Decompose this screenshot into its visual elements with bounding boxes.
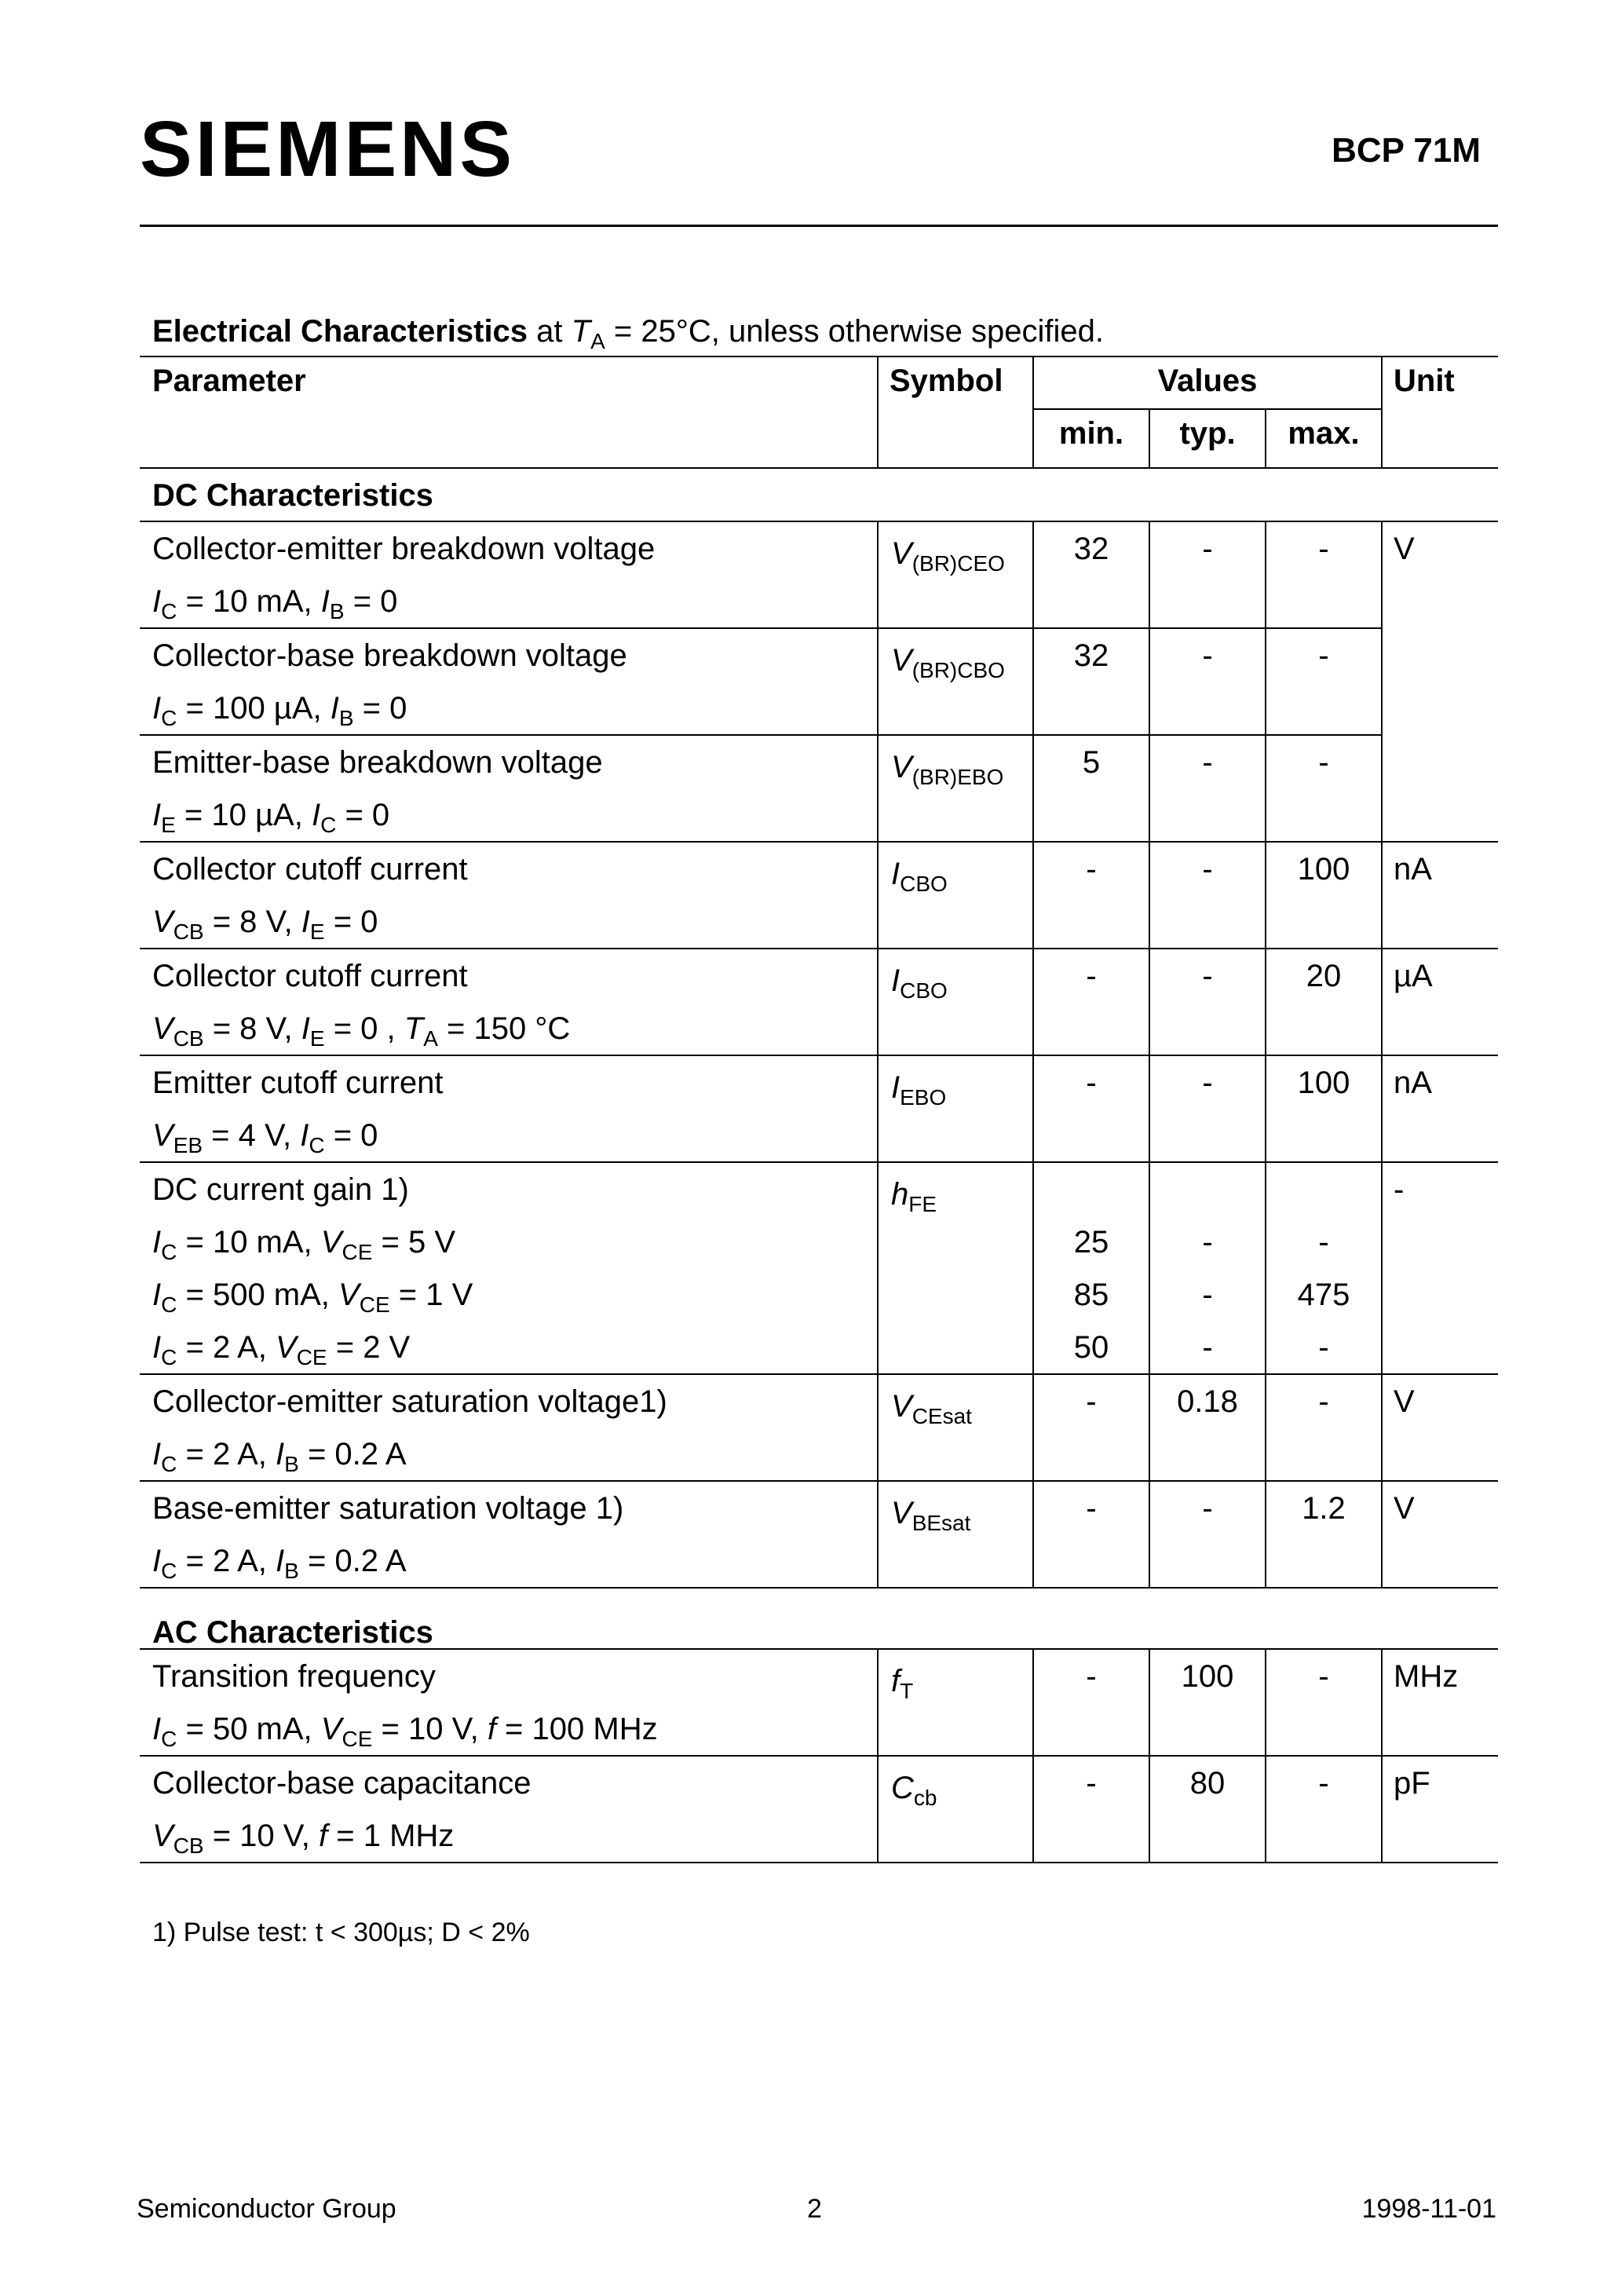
value-min: - [1086, 1491, 1097, 1526]
value-max: - [1318, 1225, 1329, 1260]
param-name: Base-emitter saturation voltage 1) [152, 1491, 624, 1526]
value-unit: pF [1394, 1766, 1430, 1801]
value-min: 85 [1073, 1278, 1109, 1312]
param-condition: $I_E = 10$ µA, $I_C = 0$ [152, 798, 390, 837]
value-max: - [1318, 745, 1329, 780]
value-max: - [1318, 1659, 1329, 1694]
symbol-cell: $I_{EBO}$ [878, 1055, 1033, 1162]
value-typ: - [1202, 1330, 1213, 1365]
symbol-cell: $V_{(BR)CEO}$ [878, 521, 1033, 628]
value-unit: µA [1394, 959, 1433, 993]
param-name: Collector cutoff current [152, 852, 468, 887]
param-condition: $I_C = 100$ µA, $I_B = 0$ [152, 691, 407, 730]
value-unit: nA [1394, 852, 1432, 887]
value-unit: MHz [1394, 1659, 1459, 1694]
table-row [140, 1055, 1498, 1162]
footer-company: Semiconductor Group [137, 2194, 396, 2224]
param-name: Transition frequency [152, 1659, 436, 1694]
symbol-cell: $f_T$ [878, 1649, 1033, 1756]
symbol-cell: $I_{CBO}$ [878, 842, 1033, 949]
param-condition: $I_C = 10$ mA, $V_{CE} = 5$ V [152, 1225, 455, 1264]
header-typ: typ. [1149, 409, 1266, 468]
header-values: Values [1033, 356, 1382, 409]
value-typ: - [1202, 1225, 1213, 1260]
param-condition: $I_C = 2$ A, $I_B = 0.2$ A [152, 1437, 407, 1476]
value-max: - [1318, 532, 1329, 566]
param-condition: $I_C = 10$ mA, $I_B = 0$ [152, 584, 398, 623]
param-name: Collector-base breakdown voltage [152, 638, 627, 673]
value-max: 1.2 [1302, 1491, 1346, 1526]
param-name: Emitter-base breakdown voltage [152, 745, 603, 780]
header-rule [140, 225, 1498, 227]
characteristics-table [140, 356, 1498, 1863]
value-max: 100 [1297, 1066, 1350, 1100]
header-parameter: Parameter [140, 356, 878, 468]
value-max: - [1318, 638, 1329, 673]
table-row [140, 1649, 1498, 1756]
value-typ: - [1202, 638, 1213, 673]
table-row [140, 949, 1498, 1055]
table-header-row [140, 356, 1498, 409]
siemens-logo: SIEMENS [140, 105, 516, 193]
value-min: 32 [1073, 532, 1109, 566]
table-row [140, 1481, 1498, 1588]
value-min: - [1086, 1659, 1097, 1694]
param-name: Collector-emitter breakdown voltage [152, 532, 656, 566]
symbol-cell: $h_{FE}$ [878, 1162, 1033, 1374]
param-condition: $I_C = 50$ mA, $V_{CE} = 10$ V, f = 100 MHz [152, 1712, 658, 1751]
value-typ: - [1202, 1066, 1213, 1100]
value-min: - [1086, 1766, 1097, 1801]
value-min: 50 [1073, 1330, 1109, 1365]
value-typ: - [1202, 1278, 1213, 1312]
param-condition: $I_C = 500$ mA, $V_{CE} = 1$ V [152, 1278, 473, 1317]
table-row [140, 1162, 1498, 1374]
value-typ: 80 [1189, 1766, 1226, 1801]
part-number: BCP 71M [1332, 131, 1481, 170]
value-min: 25 [1073, 1225, 1109, 1260]
footer-date: 1998-11-01 [1361, 2194, 1496, 2224]
param-condition: $V_{CB} = 8$ V, $I_E = 0$ , $T_A = 150$ °C [152, 1011, 571, 1051]
value-unit: V [1394, 1491, 1415, 1526]
table-row [140, 842, 1498, 949]
symbol-cell: $V_{CEsat}$ [878, 1374, 1033, 1481]
value-unit: V [1394, 532, 1415, 566]
value-unit: nA [1394, 1066, 1432, 1100]
param-condition: $I_C = 2$ A, $I_B = 0.2$ A [152, 1544, 407, 1583]
param-name: Emitter cutoff current [152, 1066, 444, 1100]
param-condition: $V_{EB} = 4$ V, $I_C = 0$ [152, 1118, 378, 1157]
value-max: 20 [1306, 959, 1342, 993]
value-max: 475 [1297, 1278, 1350, 1312]
value-max: - [1318, 1766, 1329, 1801]
value-typ: - [1202, 532, 1213, 566]
value-max: - [1318, 1330, 1329, 1365]
header-symbol: Symbol [878, 356, 1033, 468]
footnote: 1) Pulse test: t < 300µs; D < 2% [152, 1918, 530, 1947]
section-row-ac [140, 1588, 1498, 1649]
param-name: Collector-emitter saturation voltage1) [152, 1384, 667, 1419]
value-max: - [1318, 1384, 1329, 1419]
table-row [140, 521, 1498, 628]
param-condition: $V_{CB} = 10$ V, f = 1 MHz [152, 1819, 455, 1858]
value-min: - [1086, 1066, 1097, 1100]
value-typ: 0.18 [1177, 1384, 1238, 1419]
param-condition: $I_C = 2$ A, $V_{CE} = 2$ V [152, 1330, 411, 1369]
header-max: max. [1266, 409, 1382, 468]
value-unit: - [1394, 1172, 1405, 1207]
dc-section-title: DC Characteristics [140, 468, 1498, 521]
value-typ: - [1202, 745, 1213, 780]
value-unit: V [1394, 1384, 1415, 1419]
section-row-dc [140, 468, 1498, 521]
value-min: - [1086, 852, 1097, 887]
value-typ: - [1202, 959, 1213, 993]
value-min: 5 [1082, 745, 1101, 780]
table-row [140, 735, 1498, 842]
ac-section-title: AC Characteristics [140, 1588, 1498, 1649]
symbol-cell: $V_{(BR)CBO}$ [878, 628, 1033, 735]
value-max: 100 [1297, 852, 1350, 887]
value-typ: - [1202, 852, 1213, 887]
value-min: - [1086, 1384, 1097, 1419]
table-row [140, 1756, 1498, 1863]
symbol-cell: $V_{BEsat}$ [878, 1481, 1033, 1588]
table-row [140, 628, 1498, 735]
value-typ: - [1202, 1491, 1213, 1526]
footer-page-number: 2 [807, 2194, 822, 2224]
header-unit: Unit [1382, 356, 1498, 468]
param-condition: $V_{CB} = 8$ V, $I_E = 0$ [152, 905, 378, 944]
param-name: Collector cutoff current [152, 959, 468, 993]
header-min: min. [1033, 409, 1149, 468]
param-name: DC current gain 1) [152, 1172, 409, 1207]
value-min: - [1086, 959, 1097, 993]
table-row [140, 1374, 1498, 1481]
value-typ: 100 [1181, 1659, 1234, 1694]
section-heading: Electrical Characteristics at $T_A = 25^\circ C$, unless otherwise specified. [152, 314, 1105, 353]
value-min: 32 [1073, 638, 1109, 673]
symbol-cell: $I_{CBO}$ [878, 949, 1033, 1055]
param-name: Collector-base capacitance [152, 1766, 532, 1801]
symbol-cell: $C_{cb}$ [878, 1756, 1033, 1863]
symbol-cell: $V_{(BR)EBO}$ [878, 735, 1033, 842]
